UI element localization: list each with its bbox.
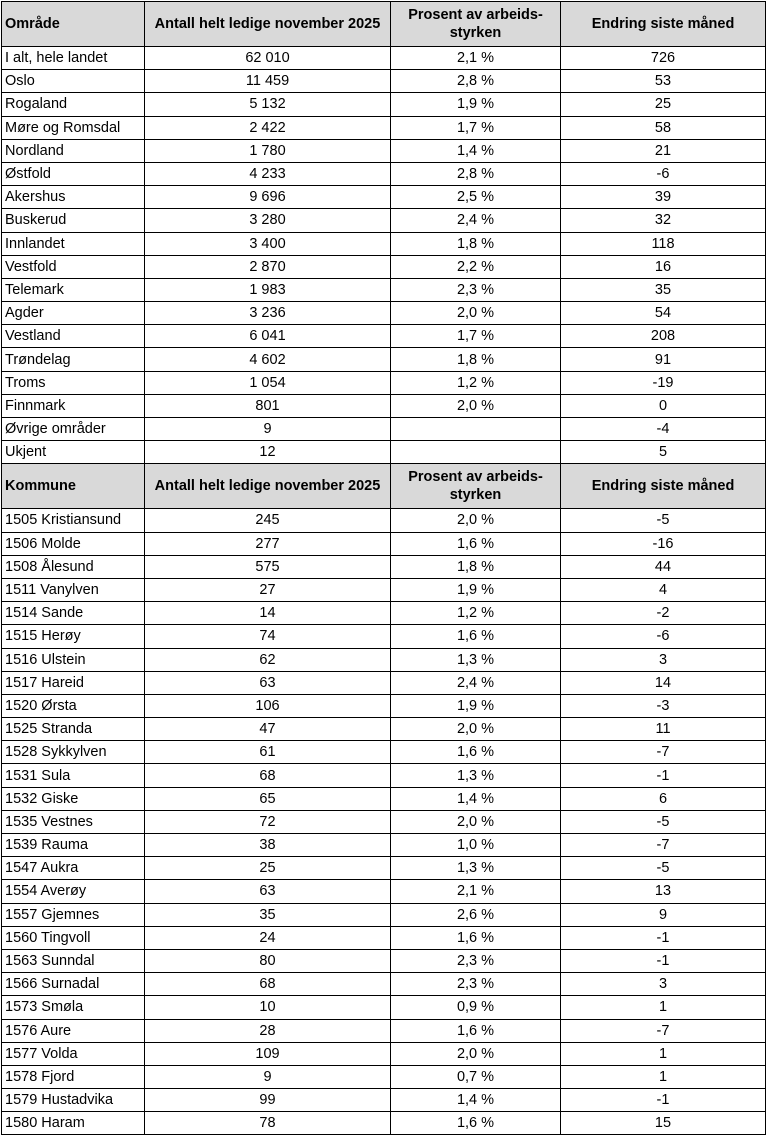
- table-row: [2, 139, 766, 162]
- cell-workforce-percent: [391, 441, 561, 464]
- cell-monthly-change: 6: [561, 787, 766, 810]
- cell-area-name: Nordland: [2, 139, 145, 162]
- cell-unemployed-count: 3 400: [145, 232, 391, 255]
- cell-workforce-percent: 2,4 %: [391, 209, 561, 232]
- cell-workforce-percent: 1,6 %: [391, 532, 561, 555]
- cell-monthly-change: 4: [561, 578, 766, 601]
- cell-area-name: 1520 Ørsta: [2, 694, 145, 717]
- cell-area-name: 1528 Sykkylven: [2, 741, 145, 764]
- cell-unemployed-count: 25: [145, 857, 391, 880]
- cell-unemployed-count: 1 054: [145, 371, 391, 394]
- cell-unemployed-count: 575: [145, 555, 391, 578]
- cell-workforce-percent: 1,3 %: [391, 857, 561, 880]
- cell-area-name: Vestfold: [2, 255, 145, 278]
- cell-area-name: 1566 Surnadal: [2, 973, 145, 996]
- column-header-area-name: Område: [2, 2, 145, 47]
- table-row: [2, 1089, 766, 1112]
- cell-area-name: 1511 Vanylven: [2, 578, 145, 601]
- column-header-unemployed-count: Antall helt ledige november 2025: [145, 2, 391, 47]
- table-row: [2, 926, 766, 949]
- cell-monthly-change: 15: [561, 1112, 766, 1135]
- cell-unemployed-count: 80: [145, 949, 391, 972]
- cell-unemployed-count: 10: [145, 996, 391, 1019]
- cell-monthly-change: -5: [561, 810, 766, 833]
- cell-monthly-change: 16: [561, 255, 766, 278]
- cell-unemployed-count: 68: [145, 973, 391, 996]
- cell-monthly-change: -7: [561, 741, 766, 764]
- cell-unemployed-count: 4 602: [145, 348, 391, 371]
- cell-monthly-change: 91: [561, 348, 766, 371]
- table-row: [2, 694, 766, 717]
- cell-workforce-percent: 1,7 %: [391, 116, 561, 139]
- table-row: [2, 186, 766, 209]
- cell-workforce-percent: 2,1 %: [391, 880, 561, 903]
- cell-unemployed-count: 3 236: [145, 302, 391, 325]
- cell-unemployed-count: 78: [145, 1112, 391, 1135]
- cell-unemployed-count: 38: [145, 834, 391, 857]
- cell-monthly-change: 208: [561, 325, 766, 348]
- table-row: [2, 718, 766, 741]
- table-row: [2, 1019, 766, 1042]
- cell-area-name: 1514 Sande: [2, 602, 145, 625]
- cell-unemployed-count: 801: [145, 394, 391, 417]
- cell-workforce-percent: 0,9 %: [391, 996, 561, 1019]
- table-row: [2, 764, 766, 787]
- cell-unemployed-count: 12: [145, 441, 391, 464]
- cell-workforce-percent: 2,3 %: [391, 278, 561, 301]
- unemployment-table: [1, 1, 766, 1135]
- column-header-unemployed-count: Antall helt ledige november 2025: [145, 464, 391, 509]
- table-row: [2, 371, 766, 394]
- cell-monthly-change: 21: [561, 139, 766, 162]
- cell-workforce-percent: 1,6 %: [391, 926, 561, 949]
- table-row: [2, 93, 766, 116]
- cell-area-name: Telemark: [2, 278, 145, 301]
- cell-unemployed-count: 11 459: [145, 70, 391, 93]
- cell-workforce-percent: 2,0 %: [391, 509, 561, 532]
- cell-area-name: 1573 Smøla: [2, 996, 145, 1019]
- cell-area-name: 1579 Hustadvika: [2, 1089, 145, 1112]
- cell-workforce-percent: 2,0 %: [391, 718, 561, 741]
- cell-unemployed-count: 9: [145, 1065, 391, 1088]
- cell-area-name: Østfold: [2, 162, 145, 185]
- cell-area-name: 1560 Tingvoll: [2, 926, 145, 949]
- table-row: [2, 255, 766, 278]
- cell-area-name: Troms: [2, 371, 145, 394]
- cell-monthly-change: 118: [561, 232, 766, 255]
- table-row: [2, 394, 766, 417]
- cell-area-name: 1525 Stranda: [2, 718, 145, 741]
- table-row: [2, 555, 766, 578]
- cell-unemployed-count: 245: [145, 509, 391, 532]
- table-row: [2, 116, 766, 139]
- cell-monthly-change: 58: [561, 116, 766, 139]
- column-header-monthly-change: Endring siste måned: [561, 464, 766, 509]
- table-row: [2, 949, 766, 972]
- cell-unemployed-count: 3 280: [145, 209, 391, 232]
- cell-unemployed-count: 28: [145, 1019, 391, 1042]
- cell-unemployed-count: 1 780: [145, 139, 391, 162]
- cell-workforce-percent: 2,4 %: [391, 671, 561, 694]
- cell-monthly-change: -19: [561, 371, 766, 394]
- table-row: [2, 810, 766, 833]
- cell-workforce-percent: 1,2 %: [391, 371, 561, 394]
- cell-area-name: Møre og Romsdal: [2, 116, 145, 139]
- cell-workforce-percent: 1,4 %: [391, 787, 561, 810]
- cell-monthly-change: -5: [561, 857, 766, 880]
- cell-workforce-percent: 1,6 %: [391, 741, 561, 764]
- table-row: [2, 509, 766, 532]
- table-row: [2, 162, 766, 185]
- cell-unemployed-count: 1 983: [145, 278, 391, 301]
- cell-unemployed-count: 63: [145, 880, 391, 903]
- cell-unemployed-count: 5 132: [145, 93, 391, 116]
- cell-workforce-percent: [391, 418, 561, 441]
- cell-workforce-percent: 2,8 %: [391, 162, 561, 185]
- cell-area-name: 1557 Gjemnes: [2, 903, 145, 926]
- cell-workforce-percent: 1,8 %: [391, 555, 561, 578]
- cell-monthly-change: 1: [561, 1042, 766, 1065]
- cell-monthly-change: 9: [561, 903, 766, 926]
- table-row: [2, 47, 766, 70]
- table-row: [2, 1065, 766, 1088]
- cell-workforce-percent: 1,0 %: [391, 834, 561, 857]
- cell-area-name: 1515 Herøy: [2, 625, 145, 648]
- cell-workforce-percent: 2,8 %: [391, 70, 561, 93]
- column-header-monthly-change: Endring siste måned: [561, 2, 766, 47]
- cell-unemployed-count: 2 422: [145, 116, 391, 139]
- table-row: [2, 880, 766, 903]
- cell-unemployed-count: 27: [145, 578, 391, 601]
- cell-area-name: 1516 Ulstein: [2, 648, 145, 671]
- cell-unemployed-count: 99: [145, 1089, 391, 1112]
- cell-area-name: 1508 Ålesund: [2, 555, 145, 578]
- cell-workforce-percent: 2,3 %: [391, 949, 561, 972]
- cell-workforce-percent: 0,7 %: [391, 1065, 561, 1088]
- cell-unemployed-count: 9 696: [145, 186, 391, 209]
- cell-workforce-percent: 2,0 %: [391, 302, 561, 325]
- cell-monthly-change: -16: [561, 532, 766, 555]
- cell-workforce-percent: 1,6 %: [391, 625, 561, 648]
- table-body: [2, 2, 766, 1135]
- cell-unemployed-count: 68: [145, 764, 391, 787]
- cell-unemployed-count: 72: [145, 810, 391, 833]
- cell-unemployed-count: 6 041: [145, 325, 391, 348]
- cell-monthly-change: 13: [561, 880, 766, 903]
- cell-unemployed-count: 2 870: [145, 255, 391, 278]
- cell-monthly-change: 1: [561, 1065, 766, 1088]
- cell-area-name: 1563 Sunndal: [2, 949, 145, 972]
- cell-unemployed-count: 24: [145, 926, 391, 949]
- cell-unemployed-count: 35: [145, 903, 391, 926]
- cell-workforce-percent: 2,0 %: [391, 1042, 561, 1065]
- cell-area-name: Rogaland: [2, 93, 145, 116]
- cell-monthly-change: 35: [561, 278, 766, 301]
- cell-area-name: 1580 Haram: [2, 1112, 145, 1135]
- cell-monthly-change: -6: [561, 625, 766, 648]
- cell-workforce-percent: 2,0 %: [391, 394, 561, 417]
- cell-workforce-percent: 1,6 %: [391, 1019, 561, 1042]
- cell-workforce-percent: 1,3 %: [391, 648, 561, 671]
- table-row: [2, 70, 766, 93]
- cell-area-name: Ukjent: [2, 441, 145, 464]
- cell-area-name: I alt, hele landet: [2, 47, 145, 70]
- table-row: [2, 648, 766, 671]
- municipality-header-row: [2, 464, 766, 509]
- cell-area-name: Finnmark: [2, 394, 145, 417]
- region-header-row: [2, 2, 766, 47]
- cell-unemployed-count: 14: [145, 602, 391, 625]
- cell-workforce-percent: 1,8 %: [391, 348, 561, 371]
- cell-monthly-change: -2: [561, 602, 766, 625]
- table-row: [2, 325, 766, 348]
- cell-area-name: Innlandet: [2, 232, 145, 255]
- cell-area-name: Oslo: [2, 70, 145, 93]
- cell-monthly-change: 1: [561, 996, 766, 1019]
- cell-monthly-change: -4: [561, 418, 766, 441]
- table-row: [2, 741, 766, 764]
- table-row: [2, 973, 766, 996]
- cell-monthly-change: -1: [561, 1089, 766, 1112]
- cell-unemployed-count: 106: [145, 694, 391, 717]
- cell-monthly-change: 5: [561, 441, 766, 464]
- cell-unemployed-count: 74: [145, 625, 391, 648]
- cell-workforce-percent: 1,9 %: [391, 694, 561, 717]
- cell-monthly-change: -6: [561, 162, 766, 185]
- cell-unemployed-count: 109: [145, 1042, 391, 1065]
- table-row: [2, 1042, 766, 1065]
- cell-area-name: 1554 Averøy: [2, 880, 145, 903]
- cell-unemployed-count: 62: [145, 648, 391, 671]
- table-row: [2, 278, 766, 301]
- cell-unemployed-count: 62 010: [145, 47, 391, 70]
- cell-unemployed-count: 65: [145, 787, 391, 810]
- cell-workforce-percent: 1,7 %: [391, 325, 561, 348]
- cell-workforce-percent: 1,9 %: [391, 93, 561, 116]
- table-row: [2, 857, 766, 880]
- cell-area-name: Akershus: [2, 186, 145, 209]
- cell-monthly-change: -1: [561, 926, 766, 949]
- cell-workforce-percent: 1,8 %: [391, 232, 561, 255]
- cell-workforce-percent: 1,4 %: [391, 1089, 561, 1112]
- cell-area-name: 1531 Sula: [2, 764, 145, 787]
- cell-workforce-percent: 2,1 %: [391, 47, 561, 70]
- cell-monthly-change: 3: [561, 648, 766, 671]
- table-row: [2, 232, 766, 255]
- cell-workforce-percent: 1,3 %: [391, 764, 561, 787]
- cell-area-name: 1535 Vestnes: [2, 810, 145, 833]
- cell-monthly-change: 39: [561, 186, 766, 209]
- cell-workforce-percent: 2,6 %: [391, 903, 561, 926]
- cell-area-name: Buskerud: [2, 209, 145, 232]
- cell-workforce-percent: 2,5 %: [391, 186, 561, 209]
- cell-unemployed-count: 63: [145, 671, 391, 694]
- cell-monthly-change: -5: [561, 509, 766, 532]
- table-row: [2, 834, 766, 857]
- table-row: [2, 602, 766, 625]
- cell-workforce-percent: 1,9 %: [391, 578, 561, 601]
- cell-workforce-percent: 1,2 %: [391, 602, 561, 625]
- cell-area-name: 1532 Giske: [2, 787, 145, 810]
- column-header-workforce-percent: Prosent av arbeids-styrken: [391, 2, 561, 47]
- cell-area-name: 1576 Aure: [2, 1019, 145, 1042]
- cell-monthly-change: 54: [561, 302, 766, 325]
- cell-area-name: Øvrige områder: [2, 418, 145, 441]
- cell-monthly-change: -7: [561, 1019, 766, 1042]
- table-row: [2, 441, 766, 464]
- cell-area-name: 1505 Kristiansund: [2, 509, 145, 532]
- cell-monthly-change: -1: [561, 949, 766, 972]
- cell-unemployed-count: 4 233: [145, 162, 391, 185]
- table-row: [2, 671, 766, 694]
- cell-monthly-change: -7: [561, 834, 766, 857]
- cell-monthly-change: 11: [561, 718, 766, 741]
- cell-monthly-change: 25: [561, 93, 766, 116]
- cell-monthly-change: 0: [561, 394, 766, 417]
- cell-workforce-percent: 1,6 %: [391, 1112, 561, 1135]
- cell-monthly-change: 32: [561, 209, 766, 232]
- cell-area-name: 1539 Rauma: [2, 834, 145, 857]
- table-row: [2, 302, 766, 325]
- table-row: [2, 418, 766, 441]
- cell-monthly-change: -3: [561, 694, 766, 717]
- cell-workforce-percent: 2,3 %: [391, 973, 561, 996]
- table-row: [2, 348, 766, 371]
- cell-workforce-percent: 2,2 %: [391, 255, 561, 278]
- column-header-area-name: Kommune: [2, 464, 145, 509]
- cell-unemployed-count: 47: [145, 718, 391, 741]
- cell-unemployed-count: 61: [145, 741, 391, 764]
- table-row: [2, 903, 766, 926]
- table-row: [2, 996, 766, 1019]
- cell-area-name: 1547 Aukra: [2, 857, 145, 880]
- table-row: [2, 532, 766, 555]
- cell-monthly-change: 44: [561, 555, 766, 578]
- table-row: [2, 209, 766, 232]
- cell-area-name: 1517 Hareid: [2, 671, 145, 694]
- cell-workforce-percent: 1,4 %: [391, 139, 561, 162]
- table-row: [2, 625, 766, 648]
- cell-area-name: 1577 Volda: [2, 1042, 145, 1065]
- column-header-workforce-percent: Prosent av arbeids-styrken: [391, 464, 561, 509]
- cell-area-name: 1506 Molde: [2, 532, 145, 555]
- table-row: [2, 578, 766, 601]
- cell-monthly-change: 14: [561, 671, 766, 694]
- cell-area-name: Trøndelag: [2, 348, 145, 371]
- table-row: [2, 1112, 766, 1135]
- cell-monthly-change: 726: [561, 47, 766, 70]
- cell-monthly-change: 3: [561, 973, 766, 996]
- cell-monthly-change: -1: [561, 764, 766, 787]
- cell-area-name: Vestland: [2, 325, 145, 348]
- cell-area-name: 1578 Fjord: [2, 1065, 145, 1088]
- table-row: [2, 787, 766, 810]
- cell-unemployed-count: 9: [145, 418, 391, 441]
- cell-monthly-change: 53: [561, 70, 766, 93]
- cell-unemployed-count: 277: [145, 532, 391, 555]
- cell-area-name: Agder: [2, 302, 145, 325]
- cell-workforce-percent: 2,0 %: [391, 810, 561, 833]
